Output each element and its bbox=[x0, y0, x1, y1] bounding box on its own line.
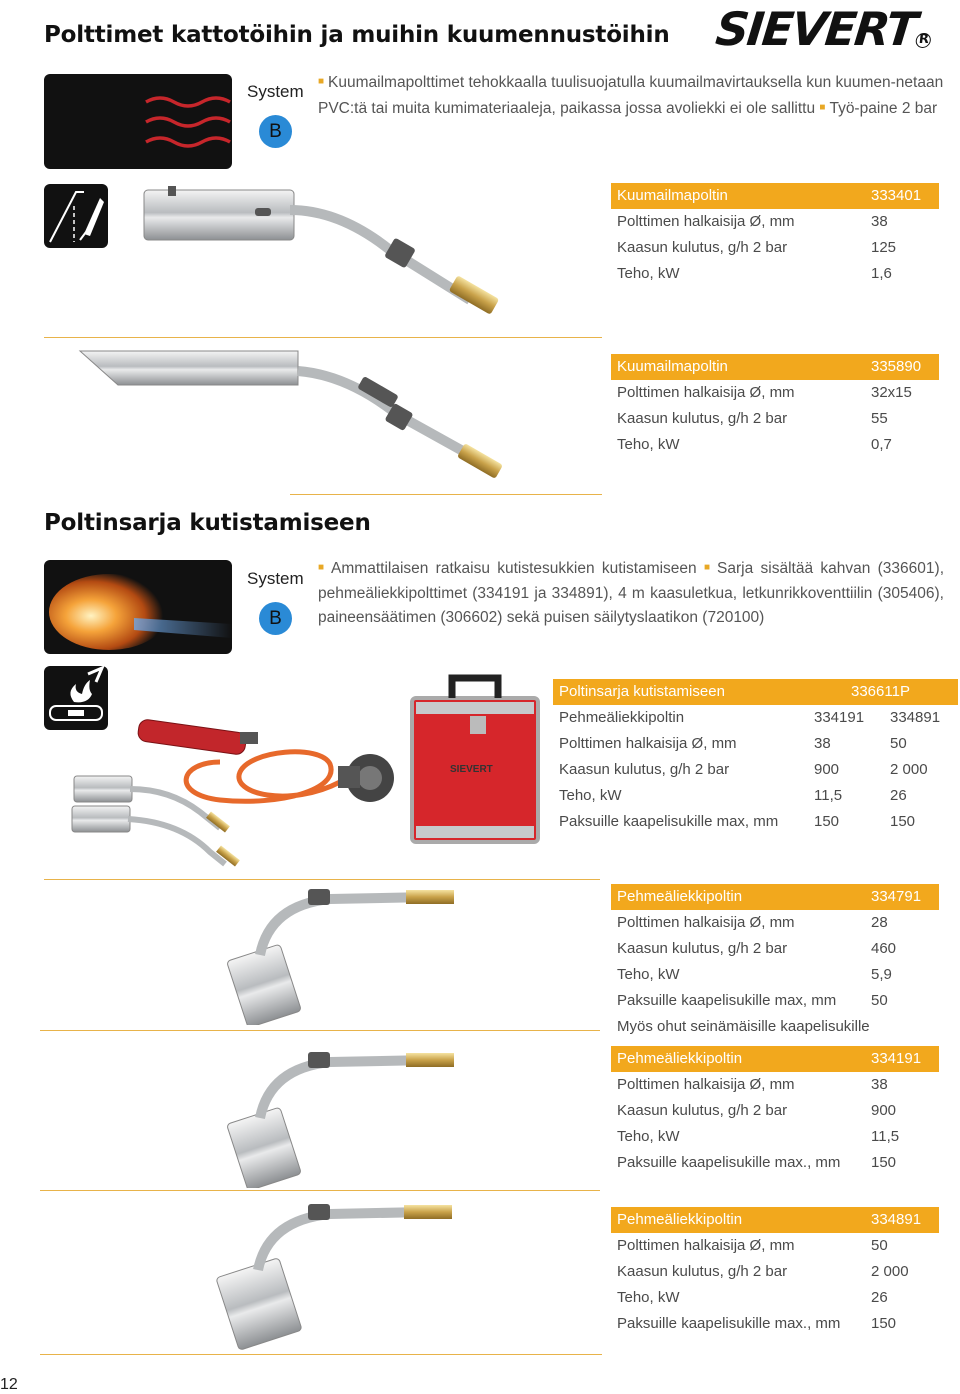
spec-row: Pehmeäliekkipoltin 334191 334891 bbox=[559, 709, 941, 726]
torch-335890-image bbox=[78, 345, 508, 485]
spec-row: Paksuille kaapelisukille max, mm 150 150 bbox=[559, 813, 916, 830]
case-logo: SIEVERT bbox=[450, 764, 493, 775]
divider bbox=[44, 879, 600, 880]
spec-table-334191 bbox=[611, 1046, 939, 1176]
spec-row: Teho, kW 0,7 bbox=[617, 436, 892, 453]
spec-row: Polttimen halkaisija Ø, mm 32x15 bbox=[617, 384, 912, 401]
spec-table-334791 bbox=[611, 884, 939, 1040]
spec-row: Myös ohut seinämäisille kaapelisukille bbox=[617, 1018, 870, 1035]
spec-row: Polttimen halkaisija Ø, mm 38 bbox=[617, 1076, 888, 1093]
divider bbox=[40, 1354, 602, 1355]
system-b-badge: B bbox=[259, 115, 292, 148]
section-title: Poltinsarja kutistamiseen bbox=[44, 510, 371, 536]
spec-table-334891 bbox=[611, 1207, 939, 1337]
spec-row: Kaasun kulutus, g/h 2 bar 900 2 000 bbox=[559, 761, 928, 778]
section2-description: ■ Ammattilaisen ratkaisu kutistesukkien kutistamiseen ■ Sarja sisältää kahvan (336601), pehmeäliekkipolttimet (334191 ja 334891), 4 m kaasuletkua, letkunrikkoventtiilin (305406), paineensäätimen (306602) sekä puisen säilytyslaatikon (720100) bbox=[318, 560, 945, 626]
torch-334191-image bbox=[200, 1048, 460, 1188]
spec-row: Polttimen halkaisija Ø, mm 38 50 bbox=[559, 735, 907, 752]
spec-table-335890 bbox=[611, 354, 939, 458]
torch-334791-image bbox=[200, 885, 460, 1025]
spec-header: Pehmeäliekkipoltin 334191 bbox=[611, 1046, 939, 1072]
system-b-badge: B bbox=[259, 602, 292, 635]
system-label: System bbox=[247, 82, 304, 101]
divider bbox=[40, 1190, 600, 1191]
spec-header: Kuumailmapoltin 333401 bbox=[611, 183, 939, 209]
spec-header: Pehmeäliekkipoltin 334891 bbox=[611, 1207, 939, 1233]
page-number: 12 bbox=[0, 1376, 18, 1393]
heat-waves-icon bbox=[44, 74, 232, 169]
spec-header: Pehmeäliekkipoltin 334791 bbox=[611, 884, 939, 910]
spec-row: Teho, kW 26 bbox=[617, 1289, 888, 1306]
divider bbox=[290, 494, 602, 495]
section1-description: ■ Kuumailmapolttimet tehokkaalla tuulisuojatulla kuumailmavirtauksella kun kuumen-netaan PVC:tä tai muita kumimateriaaleja, paikassa jossa avoliekki ei ole sallittu ■ Työ-paine 2 bar bbox=[318, 74, 944, 117]
spec-table-336611P bbox=[553, 679, 958, 835]
spec-row: Kaasun kulutus, g/h 2 bar 460 bbox=[617, 940, 897, 957]
system-label: System bbox=[247, 569, 304, 588]
flame-image bbox=[44, 560, 232, 654]
spec-header: Poltinsarja kutistamiseen 336611P bbox=[553, 679, 958, 705]
hot-air-tile bbox=[44, 74, 232, 169]
spec-row: Kaasun kulutus, g/h 2 bar 900 bbox=[617, 1102, 897, 1119]
sievert-logo: SIEVERTR bbox=[713, 2, 935, 56]
spec-row: Polttimen halkaisija Ø, mm 38 bbox=[617, 213, 888, 230]
spec-table-333401 bbox=[611, 183, 939, 287]
spec-row: Polttimen halkaisija Ø, mm 50 bbox=[617, 1237, 888, 1254]
kit-336611P-image bbox=[70, 672, 550, 872]
flame-tile bbox=[44, 560, 232, 654]
spec-row: Teho, kW 11,5 bbox=[617, 1128, 900, 1145]
spec-row: Kaasun kulutus, g/h 2 bar 2 000 bbox=[617, 1263, 909, 1280]
spec-row: Kaasun kulutus, g/h 2 bar 125 bbox=[617, 239, 897, 256]
spec-row: Paksuille kaapelisukille max., mm 150 bbox=[617, 1154, 897, 1171]
spec-header: Kuumailmapoltin 335890 bbox=[611, 354, 939, 380]
page-title: Polttimet kattotöihin ja muihin kuumennustöihin bbox=[44, 22, 670, 48]
roofing-icon bbox=[44, 184, 108, 248]
spec-row: Kaasun kulutus, g/h 2 bar 55 bbox=[617, 410, 888, 427]
torch-333401-image bbox=[140, 180, 510, 330]
spec-row: Paksuille kaapelisukille max., mm 150 bbox=[617, 1315, 897, 1332]
spec-row: Teho, kW 5,9 bbox=[617, 966, 892, 983]
spec-row: Teho, kW 1,6 bbox=[617, 265, 892, 282]
spec-row: Paksuille kaapelisukille max, mm 50 bbox=[617, 992, 888, 1009]
divider bbox=[40, 1030, 600, 1031]
spec-row: Teho, kW 11,5 26 bbox=[559, 787, 907, 804]
divider bbox=[44, 337, 602, 338]
spec-row: Polttimen halkaisija Ø, mm 28 bbox=[617, 914, 888, 931]
torch-334891-image bbox=[196, 1200, 456, 1350]
